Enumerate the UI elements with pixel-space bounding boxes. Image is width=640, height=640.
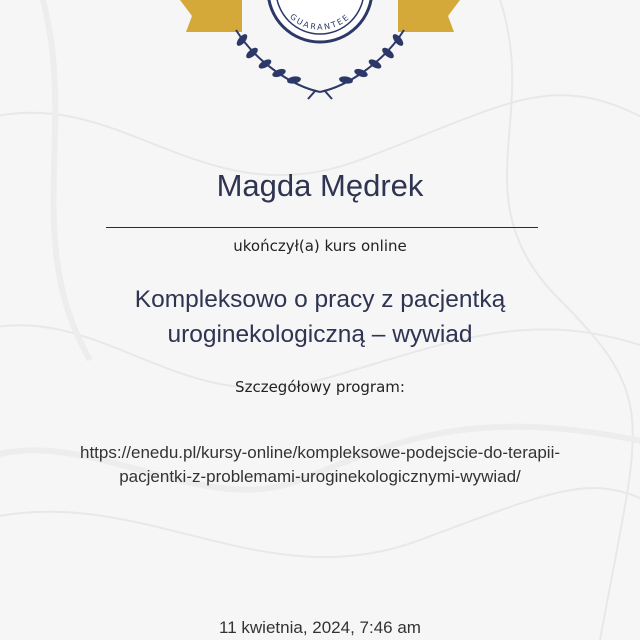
program-url[interactable]: [30, 441, 610, 489]
program-url-line2[interactable]: pacjentki-z-problemami-uroginekologicznymi-wywiad/: [119, 467, 521, 486]
program-label: Szczegółowy program:: [235, 378, 405, 396]
course-title-line1: Kompleksowo o pracy z pacjentką: [134, 286, 506, 313]
completion-text: ukończył(a) kurs online: [233, 237, 407, 255]
gold-ribbon-right: [398, 0, 460, 32]
guarantee-badge: [180, 0, 460, 100]
recipient-name: Magda Mędrek: [216, 168, 424, 203]
gold-ribbon-left: [180, 0, 242, 32]
seal-text: GUARANTEE: [288, 12, 352, 32]
seal-ring: [268, 0, 372, 42]
course-title: [60, 282, 580, 352]
course-title-line2: uroginekologiczną – wywiad: [167, 321, 473, 348]
program-url-line1[interactable]: https://enedu.pl/kursy-online/kompleksowe-podejscie-do-terapii-: [79, 443, 561, 462]
name-divider: [106, 227, 538, 228]
issue-date: 11 kwietnia, 2024, 7:46 am: [219, 618, 421, 637]
